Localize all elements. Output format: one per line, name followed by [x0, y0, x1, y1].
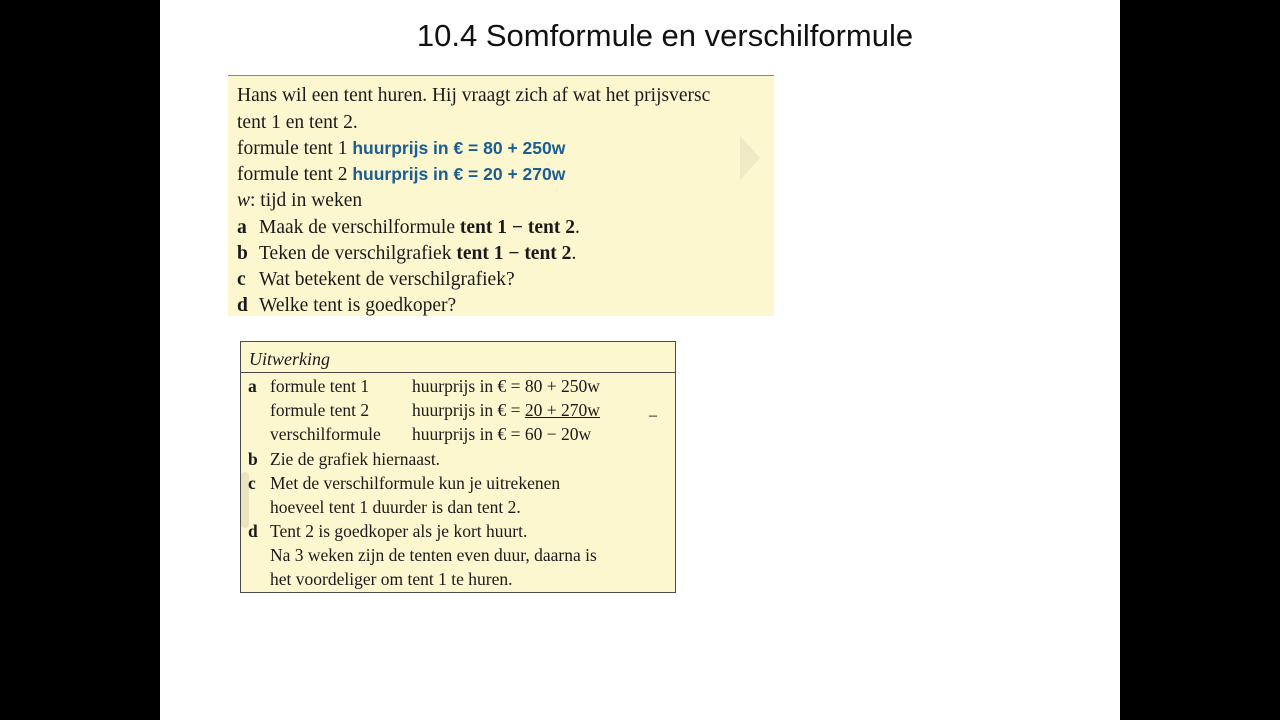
answer-d-text-1: Tent 2 is goedkoper als je kort huurt. [270, 521, 528, 541]
formula-tent-2 [237, 164, 565, 186]
slide [160, 0, 1120, 720]
question-text: Maak de verschilformule [259, 217, 460, 238]
question-label: a [237, 217, 247, 238]
formula-1-label: formule tent 1 [237, 138, 348, 159]
question-end: . [574, 217, 580, 238]
answer-d-line-3 [248, 569, 513, 590]
question-c [237, 269, 515, 291]
formula-2-expression: huurprijs in € = 20 + 270w [352, 164, 566, 184]
row-right: huurprijs in € = 60 − 20w [412, 424, 592, 444]
variable-symbol: w [237, 190, 251, 211]
answer-label-c: c [248, 473, 256, 493]
question-text: Wat betekent de verschilgrafiek? [259, 269, 515, 290]
variable-description: : tijd in weken [250, 190, 363, 211]
question-label: d [237, 295, 248, 316]
answer-b [248, 449, 440, 470]
answer-c-line-2 [248, 497, 521, 518]
page-title: 10.4 Somformule en verschilformule [416, 18, 914, 53]
question-bold: tent 1 − tent 2 [456, 243, 572, 264]
question-bold: tent 1 − tent 2 [459, 217, 575, 238]
answer-row-1 [248, 376, 600, 397]
answer-header-label: Uitwerking [249, 349, 330, 369]
question-text: Welke tent is goedkoper? [259, 295, 457, 316]
row-right: huurprijs in € = 80 + 250w [412, 376, 600, 396]
answer-b-text: Zie de grafiek hiernaast. [270, 449, 441, 469]
answer-c-text-1: Met de verschilformule kun je uitrekenen [270, 473, 561, 493]
row-left: formule tent 2 [270, 400, 370, 420]
formula-2-label: formule tent 2 [237, 164, 348, 185]
answer-row-3 [248, 424, 592, 445]
intro-line-1: Hans wil een tent huren. Hij vraagt zich af wat het prijsversc [237, 85, 711, 106]
row-right-prefix: huurprijs in € = [412, 400, 525, 420]
row-left: formule tent 1 [270, 376, 370, 396]
answer-c-text-2: hoeveel tent 1 duurder is dan tent 2. [270, 497, 521, 517]
formula-1-expression: huurprijs in € = 80 + 250w [352, 138, 566, 158]
formula-tent-1 [237, 138, 565, 160]
answer-label-a: a [248, 376, 257, 396]
row-right-underlined: 20 + 270w [524, 400, 600, 420]
variable-definition [237, 190, 362, 212]
question-a [237, 217, 580, 239]
answer-row-2 [248, 400, 658, 426]
question-text: Teken de verschilgrafiek [259, 243, 457, 264]
answer-label-b: b [248, 449, 258, 469]
minus-sign: − [648, 406, 658, 426]
answer-d-line-1 [248, 521, 527, 542]
answer-box [240, 341, 676, 593]
next-arrow-icon [740, 136, 760, 180]
answer-d-line-2 [248, 545, 597, 566]
problem-box [228, 75, 774, 316]
intro-line-2: tent 1 en tent 2. [237, 112, 358, 133]
answer-header [241, 342, 675, 373]
answer-d-text-3: het voordeliger om tent 1 te huren. [270, 569, 513, 589]
answer-label-d: d [248, 521, 258, 541]
question-end: . [571, 243, 577, 264]
question-d [237, 295, 456, 316]
question-b [237, 243, 576, 265]
answer-c-line-1 [248, 473, 560, 494]
answer-d-text-2: Na 3 weken zijn de tenten even duur, daarna is [270, 545, 597, 565]
row-left: verschilformule [270, 424, 381, 444]
question-label: b [237, 243, 248, 264]
question-label: c [237, 269, 246, 290]
